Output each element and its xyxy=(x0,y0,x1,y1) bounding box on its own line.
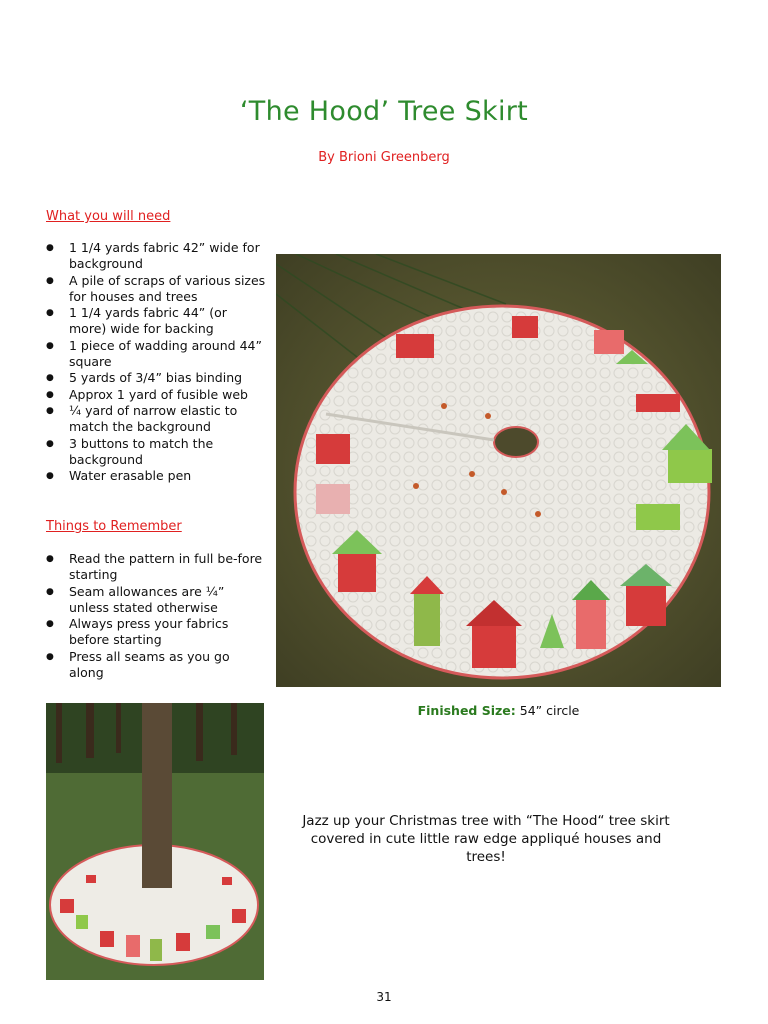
page-number: 31 xyxy=(376,990,392,1004)
finished-size xyxy=(276,703,721,718)
materials-heading: What you will need xyxy=(46,209,171,224)
list-item: ● 3 buttons to match the background xyxy=(46,436,268,469)
list-item: ● Seam allowances are ¼” unless stated otherwise xyxy=(46,584,268,617)
list-item: ● 1 piece of wadding around 44” square xyxy=(46,338,268,371)
remember-heading: Things to Remember xyxy=(46,519,182,534)
remember-list xyxy=(46,551,268,681)
list-item: ● A pile of scraps of various sizes for houses and trees xyxy=(46,273,268,306)
list-item: ● 1 1/4 yards fabric 44” (or more) wide for backing xyxy=(46,305,268,338)
list-item: ● Always press your fabrics before starting xyxy=(46,616,268,649)
list-item: ● 5 yards of 3/4” bias binding xyxy=(46,370,268,386)
list-item: ● ¼ yard of narrow elastic to match the background xyxy=(46,403,268,436)
list-item: ● 1 1/4 yards fabric 42” wide for background xyxy=(46,240,268,273)
finished-size-label: Finished Size: xyxy=(417,703,516,718)
tree-trunk-photo xyxy=(46,703,264,980)
description-blurb: Jazz up your Christmas tree with “The Hood“ tree skirt covered in cute little raw edge appliqué houses and trees! xyxy=(302,813,670,865)
list-item: ● Read the pattern in full be-fore starting xyxy=(46,551,268,584)
materials-list xyxy=(46,240,268,484)
finished-size-value: 54” circle xyxy=(519,703,580,718)
author-byline: By Brioni Greenberg xyxy=(318,150,450,165)
list-item: ● Water erasable pen xyxy=(46,468,268,484)
list-item: ● Press all seams as you go along xyxy=(46,649,268,682)
tree-skirt-photo xyxy=(276,254,721,687)
page-title: ‘The Hood’ Tree Skirt xyxy=(239,96,529,127)
list-item: ● Approx 1 yard of fusible web xyxy=(46,387,268,403)
